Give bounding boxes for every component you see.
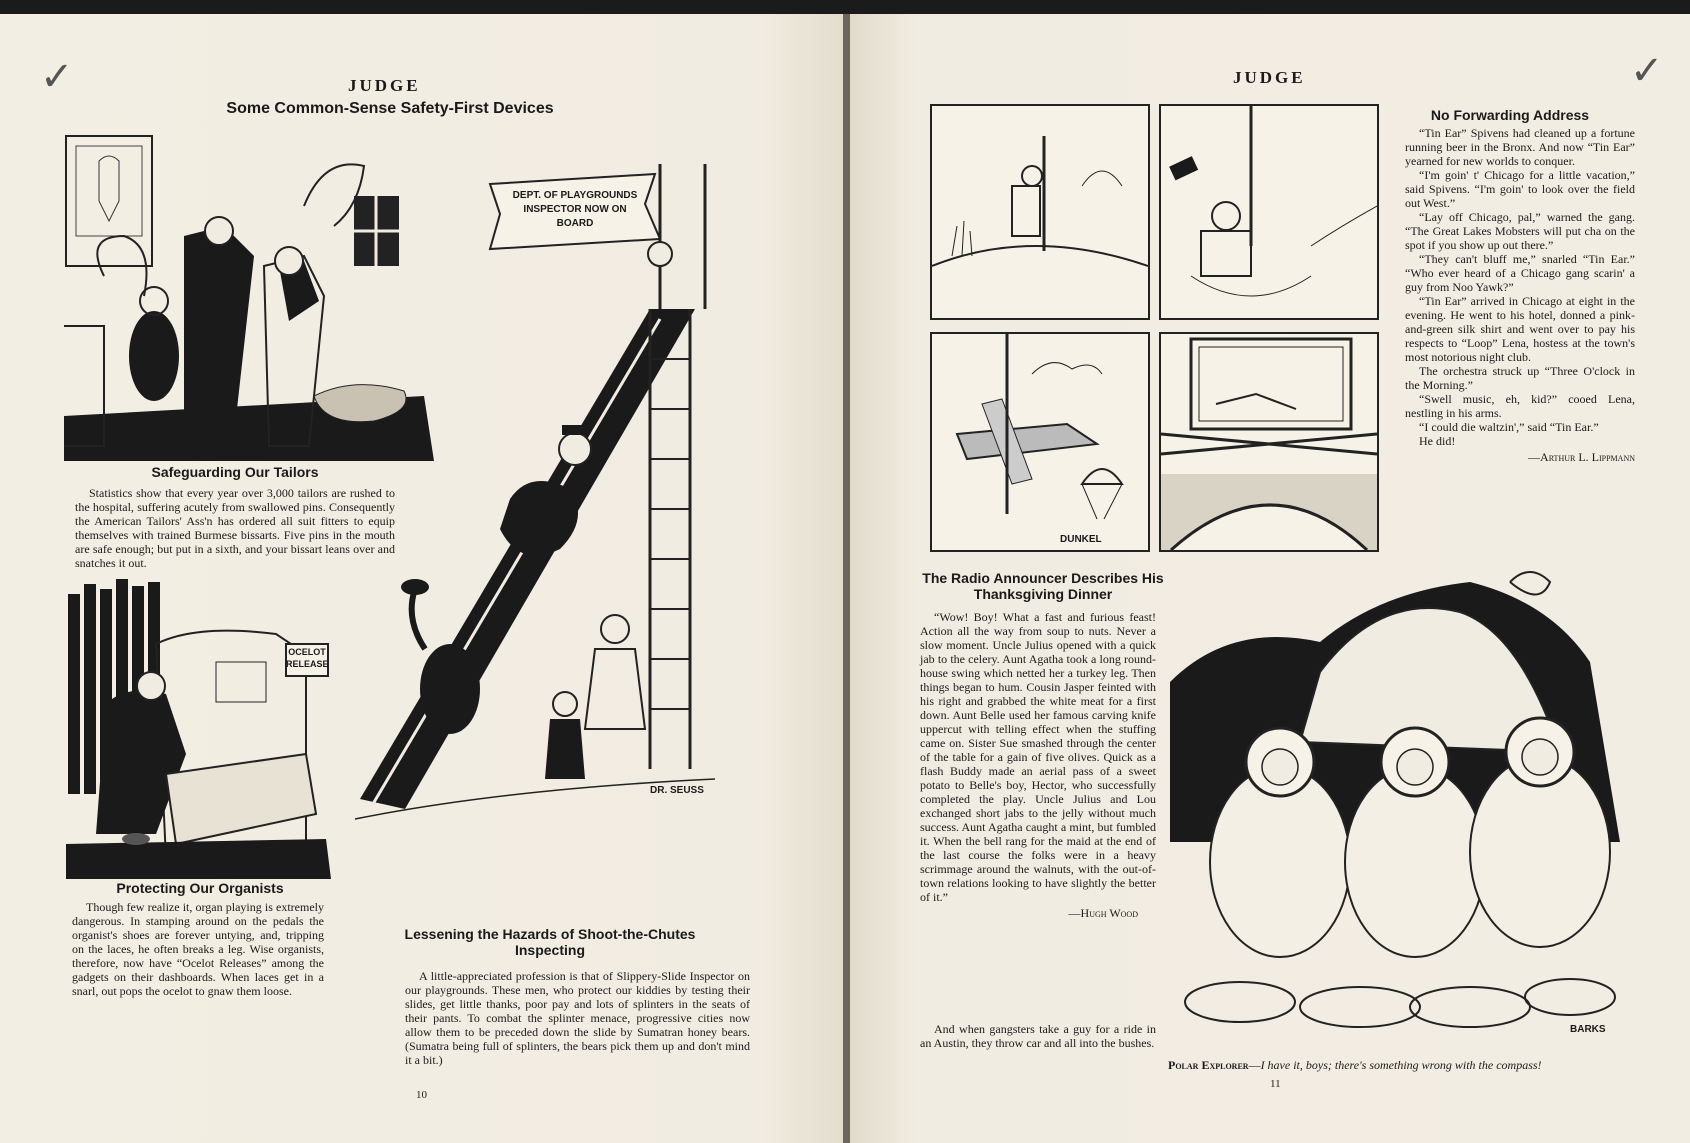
paragraph-organists: Though few realize it, organ playing is extremely dangerous. In stamping around on the pedals the organist's shoes are forever untying, and, tripping on the laces, he often breaks a leg. Wise organists, therefore, now have “Ocelot Releases” among the gadgets on their dashboards. When laces get in a snarl, out pops the ocelot to gnaw them loose. <box>72 900 324 998</box>
magazine-title-left: JUDGE <box>348 76 421 95</box>
caption-label: Polar Explorer <box>1168 1058 1249 1072</box>
joke-paragraph: And when gangsters take a guy for a ride in an Austin, they throw car and all into the bushes. <box>920 1022 1156 1050</box>
ocelot-release-sign: OCELOT RELEASE <box>286 647 329 669</box>
story-paragraph: “I could die waltzin',” said “Tin Ear.” <box>1419 420 1599 434</box>
caption-quote: I have it, boys; there's something wrong with the compass! <box>1260 1058 1542 1072</box>
seuss-signature: DR. SEUSS <box>650 785 704 796</box>
story-byline: —Arthur L. Lippmann <box>1528 450 1635 464</box>
page-number-left: 10 <box>416 1089 427 1101</box>
story-paragraph: “They can't bluff me,” snarled “Tin Ear.” “Who ever heard of a Chicago gang scarin' a guy from Noo Yawk?” <box>1405 252 1635 294</box>
text-slides <box>405 969 750 1067</box>
slide-illustration <box>350 159 725 849</box>
radio-byline: —Hugh Wood <box>1068 906 1138 920</box>
magazine-title-right: JUDGE <box>1233 68 1306 87</box>
comic-panel-3 <box>930 332 1150 552</box>
checkmark-icon: ✓ <box>40 54 74 100</box>
polar-caption <box>1168 1058 1638 1073</box>
story-paragraph: He did! <box>1419 434 1456 448</box>
paragraph-tailors: Statistics show that every year over 3,000 tailors are rushed to the hospital, suffering acutely from swallowed pins. Consequently the American Tailors' Ass'n has ordered all suit fitters to equip themselves with trained Burmese bissarts. Five pins in the mouth are safe enough; but put in a sixth, and your bissart leans over and snatches it out. <box>75 486 395 570</box>
paragraph-slides: A little-appreciated profession is that of Slippery-Slide Inspector on our playgrounds. These men, who protect our kiddies by testing their slides, get little thanks, poor pay and lots of splinters in the seats of their pants. To combat the splinter menace, progressive cities now allow them to be preceded down the slide by Sumatran honey bears. (Sumatra being full of splinters, the bears pick them up and don't mind it a bit.) <box>405 969 750 1067</box>
story-paragraph: “I'm goin' t' Chicago for a little vacation,” said Spivens. “I'm goin' to look over the field out West.” <box>1405 168 1635 210</box>
heading-tailors: Safeguarding Our Tailors <box>151 464 319 480</box>
story-title: No Forwarding Address <box>1430 107 1590 123</box>
barks-signature: BARKS <box>1570 1024 1606 1035</box>
story-paragraph: The orchestra struck up “Three O'clock in the Morning.” <box>1405 364 1635 392</box>
story-text <box>1405 126 1635 464</box>
comic-panel-4 <box>1159 332 1379 552</box>
page-number-right: 11 <box>1270 1078 1281 1090</box>
right-page <box>850 14 1690 1143</box>
checkmark-icon: ✓ <box>1630 48 1664 94</box>
story-paragraph: “Swell music, eh, kid?” cooed Lena, nestling in his arms. <box>1405 392 1635 420</box>
heading-slides: Lessening the Hazards of Shoot-the-Chutes Inspecting <box>404 926 696 958</box>
caption-dash: — <box>1248 1058 1261 1072</box>
dunkel-signature: DUNKEL <box>1060 534 1102 545</box>
radio-text <box>920 610 1156 920</box>
text-tailors <box>75 486 395 570</box>
comic-panel-1 <box>930 104 1150 320</box>
organist-illustration <box>66 574 336 879</box>
story-paragraph: “Lay off Chicago, pal,” warned the gang. “The Great Lakes Mobsters will put cha on the spot if you show up out there.” <box>1405 210 1635 252</box>
text-organists <box>72 900 324 998</box>
heading-organists: Protecting Our Organists <box>116 880 284 896</box>
radio-paragraph: “Wow! Boy! What a fast and furious feast! Action all the way from soup to nuts. Never a slow moment. Uncle Julius opened with a quick jab to the celery. Aunt Agatha took a long round-house swing which netted her a turkey leg. Then things began to hum. Cousin Jasper feinted with his right and grabbed the white meat for a first down. Aunt Belle used her famous carving knife uppercut with telling effect when the stuffing came on. Sister Sue smashed through the center of the table for a gain of five olives. Quick as a flash Buddy made an aerial pass of a sweet potato to Belle's boy, Hector, who successfully completed the play. Uncle Julius and Lou exchanged short jabs to the jelly without much success. Aunt Agatha caught a mint, but fumbled it. When the bell rang for the maid at the end of the last course the folks were in a heavy scrimmage around the walnuts, with the out-of-town relations looking to have slightly the better of it.” <box>920 610 1156 904</box>
radio-title: The Radio Announcer Describes His Thanksgiving Dinner <box>922 570 1164 602</box>
left-page <box>0 14 843 1143</box>
polar-explorer-illustration <box>1170 562 1620 1052</box>
page-gutter <box>843 14 850 1143</box>
story-paragraph: “Tin Ear” arrived in Chicago at eight in the evening. He went to his hotel, donned a pink-and-green silk shirt and went over to pay his respects to “Loop” Lena, hostess at the town's most notorious night club. <box>1405 294 1635 364</box>
article-title: Some Common-Sense Safety-First Devices <box>226 100 554 117</box>
story-paragraph: “Tin Ear” Spivens had cleaned up a fortune running beer in the Bronx. And now “Tin Ear” yearned for new worlds to conquer. <box>1405 126 1635 168</box>
gangster-joke <box>920 1022 1156 1050</box>
playgrounds-flag-text: DEPT. OF PLAYGROUNDS INSPECTOR NOW ON BOARD <box>512 190 638 229</box>
comic-panel-2 <box>1159 104 1379 320</box>
